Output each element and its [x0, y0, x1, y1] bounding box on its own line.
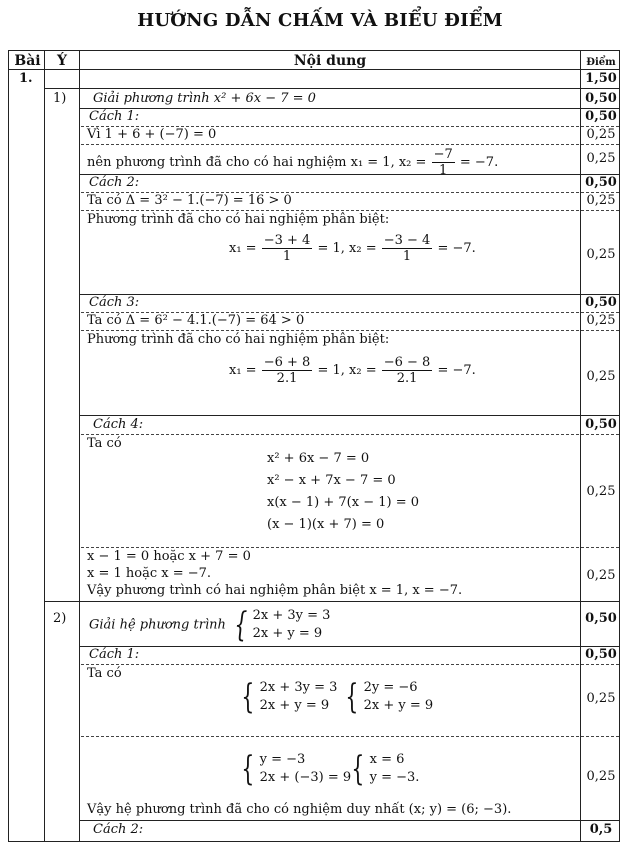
- dashed-divider: [81, 144, 619, 145]
- method-score: 0,50: [585, 417, 617, 432]
- denominator: 1: [282, 249, 292, 264]
- method-label: Cách 3:: [89, 295, 140, 310]
- numerator: −6 − 8: [383, 355, 431, 370]
- text-segment: Giải hệ phương trình: [89, 617, 226, 633]
- problem-statement: [89, 607, 330, 644]
- column-divider: [79, 51, 80, 841]
- solution-line: Phương trình đã cho có hai nghiệm phân biệt:: [87, 332, 390, 347]
- solution-line: Vì 1 + 6 + (−7) = 0: [87, 127, 217, 142]
- step-score: 0,25: [586, 769, 616, 784]
- numerator: −3 − 4: [383, 233, 431, 248]
- equation-system: [341, 679, 433, 715]
- header-noidung: Nội dung: [293, 53, 367, 69]
- system-equation: x = 6: [369, 752, 405, 767]
- system-equation: 2x + 3y = 3: [259, 680, 338, 695]
- step-score: 0,25: [586, 193, 616, 208]
- grading-table: [8, 50, 620, 842]
- text-segment: = 1, x₂ =: [317, 241, 377, 256]
- step-score: 0,25: [586, 151, 616, 166]
- page-title: HƯỚNG DẪN CHẤM VÀ BIỂU ĐIỂM: [137, 10, 503, 31]
- row-border: [79, 415, 619, 416]
- solution-line: Ta có Δ = 6² − 4.1.(−7) = 64 > 0: [87, 313, 305, 328]
- solution-line: Vậy phương trình có hai nghiệm phân biệt x = 1, x = −7.: [87, 583, 463, 598]
- fraction: [382, 355, 433, 386]
- step-score: 0,25: [586, 568, 616, 583]
- row-border: [79, 646, 619, 647]
- text-segment: x₁ =: [229, 363, 257, 378]
- method-label: Cách 1:: [89, 109, 140, 124]
- system-equation: y = −3: [259, 752, 306, 767]
- solution-line: Ta có: [87, 436, 122, 451]
- text-segment: x₁ =: [229, 241, 257, 256]
- dashed-divider: [81, 547, 619, 548]
- header-bai: Bài: [14, 53, 41, 69]
- solution-line: Phương trình đã cho có hai nghiệm phân biệt:: [87, 212, 390, 227]
- fraction: [262, 233, 313, 264]
- system-equation: 2x + y = 9: [259, 698, 330, 713]
- fraction: [382, 233, 433, 264]
- method-score: 0,5: [589, 822, 613, 837]
- equation-system: [237, 751, 351, 787]
- bai-number: 1.: [19, 71, 33, 86]
- system-equation: 2x + y = 9: [252, 626, 323, 641]
- text-segment: = −7.: [437, 241, 476, 256]
- step-score: 0,25: [586, 313, 616, 328]
- header-border: [9, 69, 619, 70]
- solution-line: Ta có: [87, 666, 122, 681]
- row-border: [79, 294, 619, 295]
- text-segment: = −7.: [437, 363, 476, 378]
- system-equation: 2x + 3y = 3: [252, 608, 331, 623]
- equation-system: [347, 751, 419, 787]
- step-score: 0,25: [586, 484, 616, 499]
- system-equation: y = −3.: [369, 770, 420, 785]
- bai-total-score: 1,50: [585, 71, 617, 86]
- numerator: −7: [433, 147, 453, 162]
- row-border: [79, 108, 619, 109]
- solution-line: x − 1 = 0 hoặc x + 7 = 0: [87, 549, 251, 564]
- dashed-divider: [81, 330, 619, 331]
- dashed-divider: [81, 736, 619, 737]
- method-label: Cách 2:: [93, 822, 144, 837]
- text-segment: = 1, x₂ =: [317, 363, 377, 378]
- brace-icon: {: [345, 677, 359, 717]
- equation-line: (x − 1)(x + 7) = 0: [267, 517, 385, 532]
- dashed-divider: [81, 210, 619, 211]
- step-score: 0,25: [586, 369, 616, 384]
- numerator: −3 + 4: [263, 233, 311, 248]
- step-score: 0,25: [586, 691, 616, 706]
- equation-system: [230, 607, 330, 643]
- method-label: Cách 2:: [89, 175, 140, 190]
- denominator: 2.1: [396, 371, 418, 386]
- denominator: 1: [439, 163, 448, 178]
- method-score: 0,50: [585, 647, 617, 662]
- brace-icon: {: [351, 749, 365, 789]
- denominator: 1: [402, 249, 412, 264]
- equation-line: x² − x + 7x − 7 = 0: [267, 473, 396, 488]
- brace-icon: {: [241, 749, 255, 789]
- part-label: 1): [53, 91, 67, 106]
- formula: [229, 355, 476, 386]
- text-segment: = −7.: [459, 155, 499, 170]
- solution-line: Vậy hệ phương trình đã cho có nghiệm duy nhất (x; y) = (6; −3).: [87, 802, 512, 817]
- row-border: [79, 820, 619, 821]
- row-border: [44, 601, 619, 602]
- method-score: 0,50: [585, 109, 617, 124]
- column-divider: [580, 51, 581, 841]
- denominator: 2.1: [276, 371, 298, 386]
- formula: [229, 233, 476, 264]
- solution-line: Ta có Δ = 3² − 1.(−7) = 16 > 0: [87, 193, 292, 208]
- numerator: −6 + 8: [263, 355, 311, 370]
- header-diem: Điểm: [586, 57, 616, 68]
- brace-icon: {: [241, 677, 255, 717]
- equation-line: x² + 6x − 7 = 0: [267, 451, 370, 466]
- dashed-divider: [81, 664, 619, 665]
- step-score: 0,25: [586, 127, 616, 142]
- problem-score: 0,50: [585, 91, 617, 106]
- problem-statement: Giải phương trình x² + 6x − 7 = 0: [93, 91, 316, 106]
- row-border: [79, 174, 619, 175]
- solution-line: x = 1 hoặc x = −7.: [87, 566, 212, 581]
- text-segment: nên phương trình đã cho có hai nghiệm x₁ = 1, x₂ =: [87, 155, 427, 170]
- method-score: 0,50: [585, 295, 617, 310]
- method-score: 0,50: [585, 175, 617, 190]
- brace-icon: {: [234, 605, 248, 645]
- system-equation: 2y = −6: [363, 680, 418, 695]
- equation-system: [237, 679, 337, 715]
- system-equation: 2x + y = 9: [363, 698, 434, 713]
- equation-line: x(x − 1) + 7(x − 1) = 0: [267, 495, 419, 510]
- method-label: Cách 4:: [93, 417, 144, 432]
- system-equation: 2x + (−3) = 9: [259, 770, 352, 785]
- method-label: Cách 1:: [89, 647, 140, 662]
- dashed-divider: [81, 434, 619, 435]
- problem-score: 0,50: [585, 611, 617, 626]
- column-divider: [44, 51, 45, 841]
- header-y: Ý: [57, 53, 67, 69]
- step-score: 0,25: [586, 247, 616, 262]
- fraction: [262, 355, 313, 386]
- part-label: 2): [53, 611, 67, 626]
- row-border: [44, 88, 619, 89]
